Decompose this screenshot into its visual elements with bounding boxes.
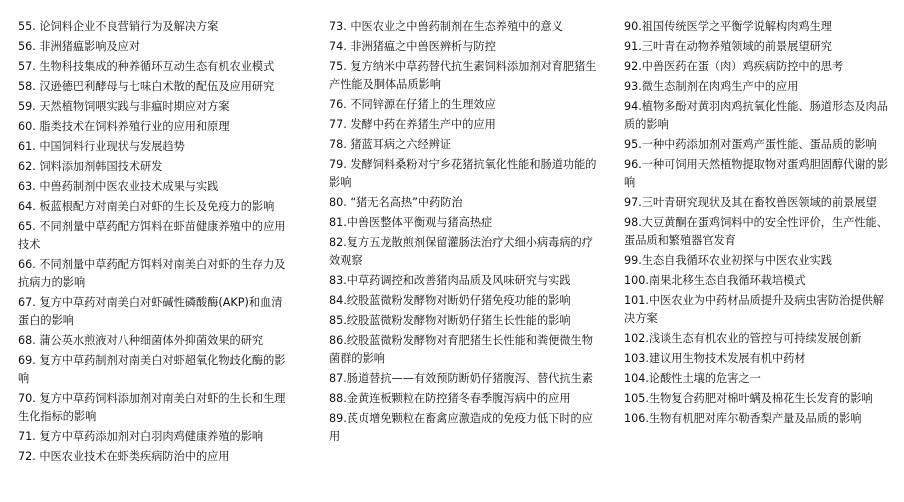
list-item: 91.三叶青在动物养殖领域的前景展望研究 <box>624 40 832 53</box>
list-item: 59. 天然植物饲喂实践与非瘟时期应对方案 <box>18 100 230 113</box>
list-item: 88.金黄连板颗粒在防控猪冬春季腹泻病中的应用 <box>329 392 571 405</box>
list-item: 78. 猪蓝耳病之六经辨证 <box>329 138 452 151</box>
list-item: 81.中兽医整体平衡观与猪高热症 <box>329 216 493 229</box>
list-item: 104.论酸性土壤的危害之一 <box>624 372 761 385</box>
list-item: 95.一种中药添加剂对蛋鸡产蛋性能、蛋品质的影响 <box>624 138 877 151</box>
list-item: 74. 非洲猪瘟之中兽医辨析与防控 <box>329 40 496 53</box>
list-item: 103.建议用生物技术发展有机中药材 <box>624 352 806 365</box>
list-item: 94.植物多酚对黄羽肉鸡抗氧化性能、肠道形态及肉品质的影响 <box>624 100 888 131</box>
list-column-1 <box>18 18 290 468</box>
list-item: 84.绞股蓝微粉发酵物对断奶仔猪免疫功能的影响 <box>329 294 571 307</box>
list-column-2 <box>329 18 599 448</box>
list-item: 87.肠道替抗——有效预防断奶仔猪腹泻、替代抗生素 <box>329 372 593 385</box>
list-item: 56. 非洲猪瘟影响及应对 <box>18 40 141 53</box>
list-item: 83.中草药调控和改善猪肉品质及风味研究与实践 <box>329 274 571 287</box>
list-item: 64. 板蓝根配方对南美白对虾的生长及免疫力的影响 <box>18 200 275 213</box>
list-item: 86.绞股蓝微粉发酵物对育肥猪生长性能和粪便微生物菌群的影响 <box>329 334 593 365</box>
list-item: 69. 复方中草药制剂对南美白对虾超氧化物歧化酶的影响 <box>18 354 286 385</box>
list-item: 63. 中兽药制剂中医农业技术成果与实践 <box>18 180 219 193</box>
list-item: 85.绞股蓝微粉发酵物对断奶仔猪生长性能的影响 <box>329 314 571 327</box>
list-item: 82.复方五龙散煎剂保留灌肠法治疗犬细小病毒病的疗效观察 <box>329 236 593 267</box>
list-item: 100.南果北移生态自我循环栽培模式 <box>624 274 806 287</box>
list-column-3 <box>624 18 894 430</box>
list-item: 92.中兽医药在蛋（肉）鸡疾病防控中的思考 <box>624 60 844 73</box>
list-item: 57. 生物科技集成的种养循环互动生态有机农业模式 <box>18 60 275 73</box>
list-item: 90.祖国传统医学之平衡学说解构肉鸡生理 <box>624 20 832 33</box>
list-item: 68. 蒲公英水煎液对八种细菌体外抑菌效果的研究 <box>18 334 264 347</box>
list-item: 98.大豆黄酮在蛋鸡饲料中的安全性评价，生产性能、蛋品质和繁殖器官发育 <box>624 216 888 247</box>
list-item: 67. 复方中草药对南美白对虾碱性磷酸酶(AKP)和血清蛋白的影响 <box>18 296 283 327</box>
list-item: 58. 汉逊德巴利酵母与七味白术散的配伍及应用研究 <box>18 80 275 93</box>
list-item: 75. 复方纳米中草药替代抗生素饲料添加剂对育肥猪生产性能及胴体品质影响 <box>329 60 597 91</box>
list-item: 73. 中医农业之中兽药制剂在生态养殖中的意义 <box>329 20 563 33</box>
list-item: 80. “猪无名高热”中药防治 <box>329 196 463 209</box>
list-item: 71. 复方中草药添加剂对白羽肉鸡健康养殖的影响 <box>18 430 264 443</box>
list-item: 55. 论饲料企业不良营销行为及解决方案 <box>18 20 219 33</box>
list-item: 77. 发酵中药在养猪生产中的应用 <box>329 118 496 131</box>
list-item: 72. 中医农业技术在虾类疾病防治中的应用 <box>18 450 230 463</box>
list-item: 70. 复方中草药饲料添加剂对南美白对虾的生长和生理生化指标的影响 <box>18 392 286 423</box>
list-item: 106.生物有机肥对库尔勒香梨产量及品质的影响 <box>624 412 862 425</box>
list-item: 60. 脂类技术在饲料养殖行业的应用和原理 <box>18 120 230 133</box>
list-item: 96.一种可饲用天然植物提取物对蛋鸡胆固醇代谢的影响 <box>624 158 888 189</box>
list-item: 105.生物复合药肥对棉叶螨及棉花生长发育的影响 <box>624 392 873 405</box>
list-item: 97.三叶青研究现状及其在畜牧兽医领域的前景展望 <box>624 196 877 209</box>
list-item: 62. 饲料添加剂韩国技术研发 <box>18 160 163 173</box>
list-item: 102.浅谈生态有机农业的管控与可持续发展创新 <box>624 332 862 345</box>
list-item: 99.生态自我循环农业初探与中医农业实践 <box>624 254 832 267</box>
list-item: 79. 发酵饲料桑粉对宁乡花猪抗氧化性能和肠道功能的影响 <box>329 158 597 189</box>
list-item: 65. 不同剂量中草药配方饵料在虾苗健康养殖中的应用技术 <box>18 220 286 251</box>
list-item: 76. 不同锌源在仔猪上的生理效应 <box>329 98 496 111</box>
list-item: 89.芪贞增免颗粒在畜禽应激造成的免疫力低下时的应用 <box>329 412 593 443</box>
list-item: 61. 中国饲料行业现状与发展趋势 <box>18 140 185 153</box>
list-item: 101.中医农业为中药材品质提升及病虫害防治提供解决方案 <box>624 294 884 325</box>
list-item: 66. 不同剂量中草药配方饵料对南美白对虾的生存力及抗病力的影响 <box>18 258 286 289</box>
list-item: 93.微生态制剂在肉鸡生产中的应用 <box>624 80 799 93</box>
